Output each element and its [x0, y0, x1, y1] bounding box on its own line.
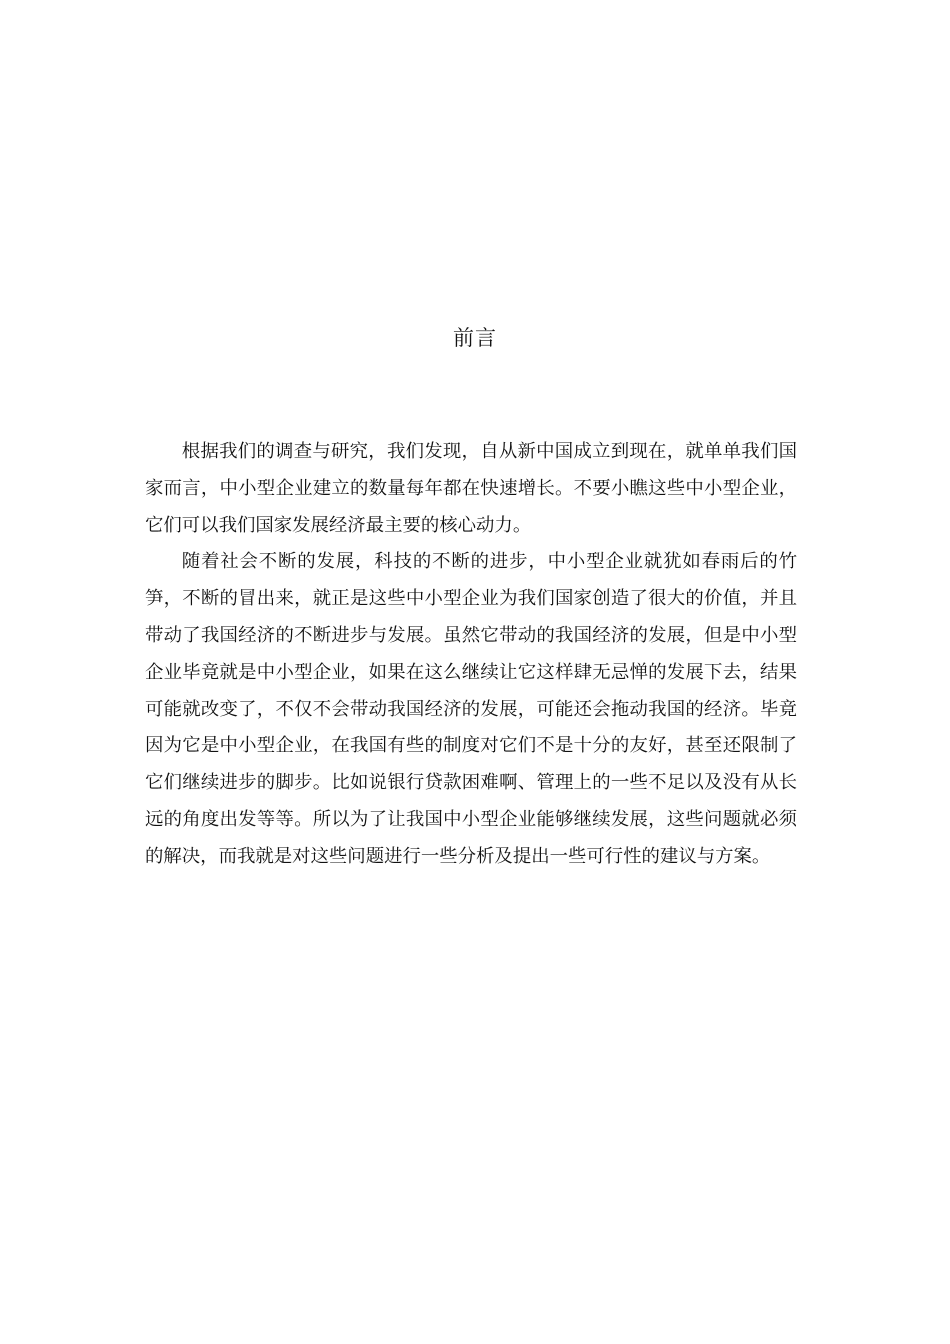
page-title: 前言 — [453, 326, 497, 350]
paragraph-1: 根据我们的调查与研究，我们发现，自从新中国成立到现在，就单单我们国家而言，中小型企业建立的数量每年都在快速增长。不要小瞧这些中小型企业，它们可以我们国家发展经济最主要的核心动力。 — [145, 441, 797, 536]
body-text — [145, 434, 797, 876]
paragraph-2: 随着社会不断的发展，科技的不断的进步，中小型企业就犹如春雨后的竹笋，不断的冒出来，就正是这些中小型企业为我们国家创造了很大的价值，并且带动了我国经济的不断进步与发展。虽然它带动的我国经济的发展，但是中小型企业毕竟就是中小型企业，如果在这么继续让它这样肆无忌惮的发展下去，结果可能就改变了，不仅不会带动我国经济的发展，可能还会拖动我国的经济。毕竟因为它是中小型企业，在我国有些的制度对它们不是十分的友好，甚至还限制了它们继续进步的脚步。比如说银行贷款困难啊、管理上的一些不足以及没有从长远的角度出发等等。所以为了让我国中小型企业能够继续发展，这些问题就必须的解决，而我就是对这些问题进行一些分析及提出一些可行性的建议与方案。 — [145, 551, 797, 867]
